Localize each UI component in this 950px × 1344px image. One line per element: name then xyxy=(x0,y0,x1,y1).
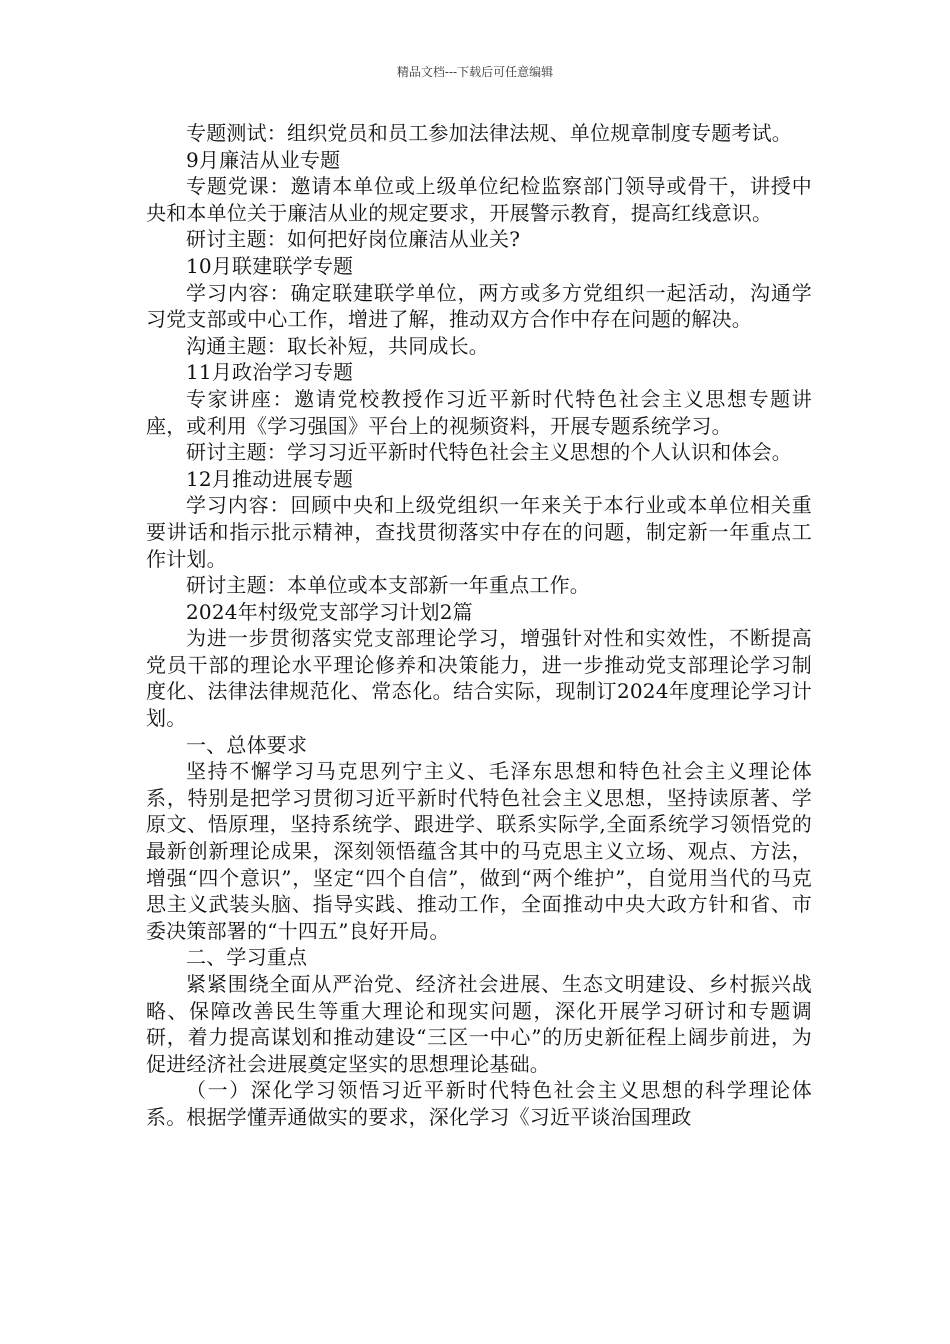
paragraph: 沟通主题：取长补短，共同成长。 xyxy=(186,333,489,358)
document-body xyxy=(146,120,812,1131)
section-heading: 10月联建联学专题 xyxy=(186,253,354,278)
paragraph: 研讨主题：学习习近平新时代特色社会主义思想的个人认识和体会。 xyxy=(186,440,792,465)
page-header: 精品文档---下载后可任意编辑 xyxy=(396,65,554,79)
paragraph: 学习内容：确定联建联学单位，两方或多方党组织一起活动，沟通学习党支部或中心工作，增进了解，推动双方合作中存在问题的解决。 xyxy=(146,280,812,332)
section-heading: 二、学习重点 xyxy=(186,945,308,970)
paragraph: 紧紧围绕全面从严治党、经济社会进展、生态文明建设、乡村振兴战略、保障改善民生等重大理论和现实问题，深化开展学习研讨和专题调研，着力提高谋划和推动建设“三区一中心”的历史新征程上阔步前进，为促进经济社会进展奠定坚实的思想理论基础。 xyxy=(146,972,812,1076)
paragraph: 专题测试：组织党员和员工参加法律法规、单位规章制度专题考试。 xyxy=(186,121,792,145)
paragraph: 坚持不懈学习马克思列宁主义、毛泽东思想和特色社会主义理论体系，特别是把学习贯彻习近平新时代特色社会主义思想，坚持读原著、学原文、悟原理，坚持系统学、跟进学、联系实际学,全面系统学习领悟党的最新创新理论成果，深刻领悟蕴含其中的马克思主义立场、观点、方法，增强“四个意识”，坚定“四个自信”，做到“两个维护”，自觉用当代的马克思主义武装头脑、指导实践、推动工作，全面推动中央大政方针和省、市委决策部署的“十四五”良好开局。 xyxy=(146,759,812,943)
document-title: 2024年村级党支部学习计划2篇 xyxy=(186,599,473,624)
paragraph: 专题党课：邀请本单位或上级单位纪检监察部门领导或骨干，讲授中央和本单位关于廉洁从业的规定要求，开展警示教育，提高红线意识。 xyxy=(146,174,812,225)
paragraph: 为进一步贯彻落实党支部理论学习，增强针对性和实效性，不断提高党员干部的理论水平理论修养和决策能力，进一步推动党支部理论学习制度化、法律法律规范化、常态化。结合实际，现制订2024年度理论学习计划。 xyxy=(146,626,812,731)
paragraph: 研讨主题：本单位或本支部新一年重点工作。 xyxy=(186,573,590,598)
paragraph: 学习内容：回顾中央和上级党组织一年来关于本行业或本单位相关重要讲话和指示批示精神，查找贯彻落实中存在的问题，制定新一年重点工作计划。 xyxy=(146,493,812,571)
section-heading: 11月政治学习专题 xyxy=(186,360,354,385)
paragraph: 研讨主题：如何把好岗位廉洁从业关? xyxy=(186,227,521,252)
paragraph: 专家讲座：邀请党校教授作习近平新时代特色社会主义思想专题讲座，或利用《学习强国》平台上的视频资料，开展专题系统学习。 xyxy=(146,386,812,438)
section-heading: 一、总体要求 xyxy=(186,732,308,757)
paragraph: （一）深化学习领悟习近平新时代特色社会主义思想的科学理论体系。根据学懂弄通做实的要求，深化学习《习近平谈治国理政 xyxy=(146,1078,812,1129)
section-heading: 9月廉洁从业专题 xyxy=(186,147,341,172)
section-heading: 12月推动进展专题 xyxy=(186,466,354,491)
